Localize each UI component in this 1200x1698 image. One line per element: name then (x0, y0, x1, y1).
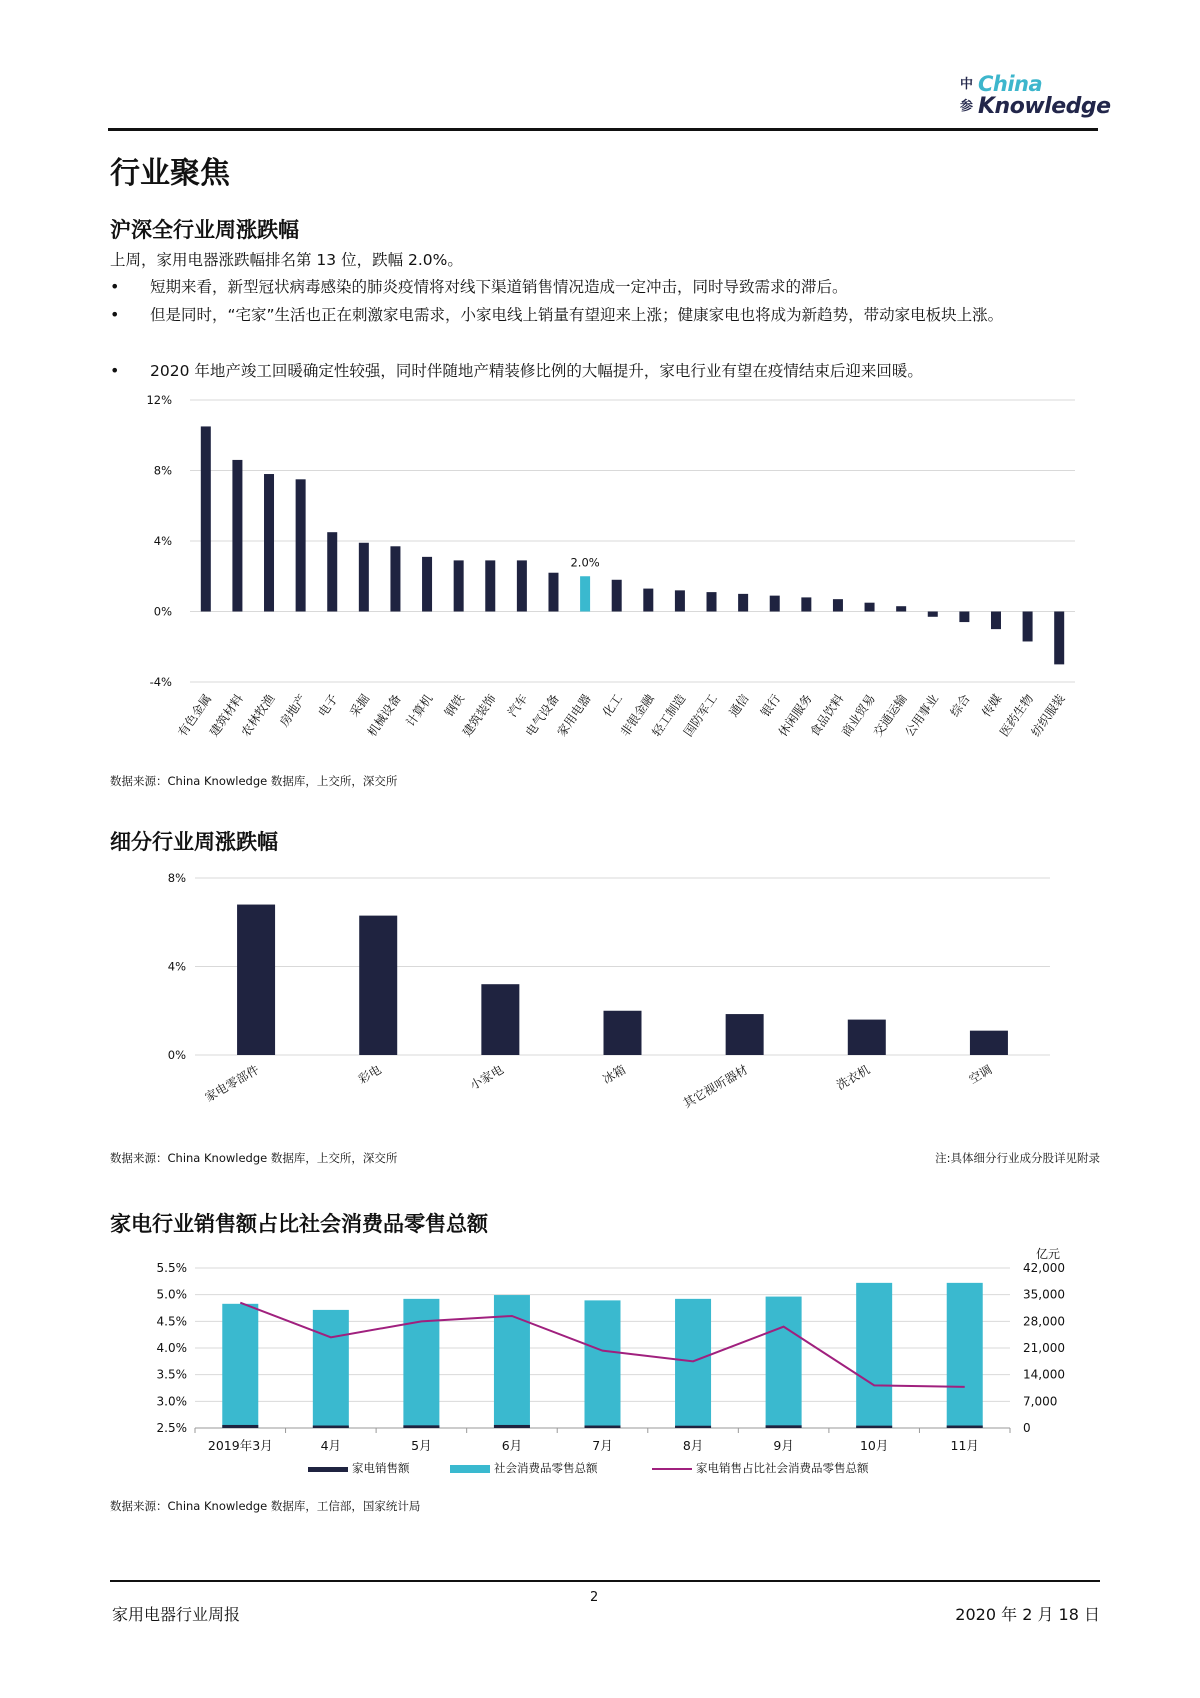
bullet-text: 2020 年地产竣工回暖确定性较强，同时伴随地产精装修比例的大幅提升，家电行业有望在疫情结束后迎来回暖。 (150, 362, 923, 380)
x-tick-label: 食品饮料 (807, 691, 847, 740)
bar (801, 597, 811, 611)
section3-title: 家电行业销售额占比社会消费品零售总额 (110, 1212, 488, 1236)
bullet-dot: • (110, 361, 120, 380)
x-tick-label: 建筑装饰 (459, 691, 499, 740)
right-y-tick-label: 0 (1023, 1421, 1031, 1435)
legend-swatch-retail (450, 1465, 490, 1473)
right-y-tick-label: 7,000 (1023, 1394, 1058, 1409)
x-tick-label: 8月 (682, 1438, 704, 1453)
sales-bar (313, 1426, 349, 1428)
sales-bar (675, 1426, 711, 1428)
legend-label-sales: 家电销售额 (352, 1461, 410, 1475)
y-tick-label: 8% (153, 463, 172, 478)
logo-chinese-mark: 中参 (960, 77, 974, 114)
y-tick-label: -4% (149, 675, 172, 689)
section1-title: 沪深全行业周涨跌幅 (110, 218, 299, 242)
bar (454, 560, 464, 611)
right-axis-unit: 亿元 (1036, 1247, 1061, 1261)
left-y-tick-label: 4.0% (156, 1341, 187, 1355)
legend-swatch-sales (308, 1467, 348, 1472)
x-tick-label: 轻工制造 (649, 691, 689, 740)
y-tick-label: 0% (153, 604, 172, 619)
x-tick-label: 建筑材料 (206, 691, 246, 740)
bar (865, 603, 875, 612)
x-tick-label: 7月 (592, 1438, 613, 1453)
left-y-tick-label: 5.0% (156, 1287, 187, 1302)
x-tick-label: 彩电 (355, 1062, 384, 1087)
bullet-dot: • (110, 305, 120, 324)
bar (1023, 612, 1033, 642)
bar (991, 612, 1001, 630)
x-tick-label: 有色金属 (175, 691, 215, 740)
section1-intro: 上周，家用电器涨跌幅排名第 13 位，跌幅 2.0%。 (110, 251, 463, 269)
right-y-tick-label: 28,000 (1023, 1314, 1065, 1329)
x-tick-label: 11月 (950, 1438, 979, 1453)
bar (237, 905, 275, 1055)
x-tick-label: 9月 (773, 1438, 794, 1453)
x-tick-label: 其它视听器材 (680, 1062, 751, 1111)
section2-source: 数据来源：China Knowledge 数据库，上交所，深交所 (110, 1151, 398, 1165)
bar (1054, 612, 1064, 665)
y-tick-label: 8% (167, 871, 186, 885)
sales-bar (403, 1425, 439, 1428)
x-tick-label: 通信 (726, 691, 752, 720)
left-y-tick-label: 5.5% (156, 1261, 187, 1275)
page-number: 2 (590, 1590, 599, 1605)
bar (296, 479, 306, 611)
x-tick-label: 计算机 (403, 691, 436, 730)
bar (848, 1020, 886, 1055)
x-tick-label: 家用电器 (554, 691, 594, 740)
left-y-tick-label: 3.0% (156, 1394, 187, 1409)
bar (643, 589, 653, 612)
bar (612, 580, 622, 612)
sales-bar (856, 1426, 892, 1428)
x-tick-label: 4月 (320, 1438, 342, 1453)
bar (896, 606, 906, 611)
x-tick-label: 房地产 (276, 691, 310, 730)
x-tick-label: 小家电 (467, 1062, 506, 1093)
footer-report-name: 家用电器行业周报 (112, 1605, 241, 1624)
logo-text-knowledge: Knowledge (978, 94, 1111, 119)
retail-bar (856, 1283, 892, 1428)
bar (970, 1031, 1008, 1055)
right-y-tick-label: 42,000 (1023, 1261, 1065, 1275)
bar (327, 532, 337, 611)
y-tick-label: 12% (146, 393, 172, 407)
x-tick-label: 采掘 (347, 691, 373, 720)
x-tick-label: 汽车 (505, 691, 531, 720)
bar (770, 596, 780, 612)
section2-note: 注:具体细分行业成分股详见附录 (935, 1151, 1100, 1165)
x-tick-label: 电子 (315, 691, 341, 720)
sales-bar (494, 1425, 530, 1428)
retail-bar (766, 1297, 802, 1428)
sales-bar (222, 1425, 258, 1428)
bar (422, 557, 432, 612)
right-y-tick-label: 35,000 (1023, 1287, 1065, 1302)
bar (738, 594, 748, 612)
left-y-tick-label: 3.5% (156, 1367, 187, 1382)
x-tick-label: 家电零部件 (202, 1062, 262, 1105)
bar (485, 560, 495, 611)
x-tick-label: 钢铁 (441, 691, 468, 720)
bar (481, 984, 519, 1055)
x-tick-label: 电气设备 (522, 691, 562, 740)
footer-rule (110, 1580, 1100, 1582)
y-tick-label: 0% (167, 1048, 186, 1062)
bar (726, 1014, 764, 1055)
section3-source: 数据来源：China Knowledge 数据库，工信部，国家统计局 (110, 1499, 421, 1513)
legend-label-share: 家电销售占比社会消费品零售总额 (696, 1461, 869, 1475)
x-tick-label: 传媒 (979, 691, 1005, 720)
x-tick-label: 银行 (757, 691, 784, 720)
x-tick-label: 休闲服务 (775, 691, 815, 740)
bar (264, 474, 274, 611)
bar (675, 590, 685, 611)
bullet-dot: • (110, 277, 120, 296)
x-tick-label: 5月 (411, 1438, 432, 1453)
bar (928, 612, 938, 617)
page-heading: 行业聚焦 (110, 156, 230, 191)
x-tick-label: 2019年3月 (207, 1438, 273, 1453)
sales-bar (766, 1425, 802, 1428)
left-y-tick-label: 2.5% (156, 1421, 187, 1435)
right-y-tick-label: 14,000 (1023, 1367, 1065, 1382)
x-tick-label: 10月 (859, 1438, 889, 1453)
retail-bar (313, 1310, 349, 1428)
bar (959, 612, 969, 623)
section1-source: 数据来源：China Knowledge 数据库，上交所，深交所 (110, 774, 398, 788)
bar (517, 560, 527, 611)
bullet-text: 但是同时，“宅家”生活也正在刺激家电需求，小家电线上销量有望迎来上涨；健康家电也将成为新趋势，带动家电板块上涨。 (150, 306, 1004, 324)
bar (359, 543, 369, 612)
section2-title: 细分行业周涨跌幅 (110, 830, 278, 854)
x-tick-label: 冰箱 (600, 1062, 628, 1087)
sales-bar (585, 1426, 621, 1428)
x-tick-label: 农林牧渔 (238, 691, 278, 740)
data-label: 2.0% (570, 555, 600, 570)
bar (390, 546, 400, 611)
bar (707, 592, 717, 611)
retail-bar (494, 1295, 530, 1428)
bullet-text: 短期来看，新型冠状病毒感染的肺炎疫情将对线下渠道销售情况造成一定冲击，同时导致需求的滞后。 (150, 278, 848, 296)
x-tick-label: 国防军工 (680, 691, 720, 740)
retail-bar (585, 1300, 621, 1428)
retail-bar (675, 1299, 711, 1428)
x-tick-label: 商业贸易 (839, 691, 879, 740)
x-tick-label: 纺织服装 (1028, 691, 1068, 740)
right-y-tick-label: 21,000 (1023, 1341, 1065, 1355)
x-tick-label: 洗衣机 (834, 1062, 873, 1093)
x-tick-label: 综合 (947, 691, 973, 720)
bar (232, 460, 242, 612)
logo-text-china: China (978, 72, 1043, 96)
x-tick-label: 公用事业 (902, 691, 942, 740)
y-tick-label: 4% (153, 534, 172, 548)
legend-label-retail: 社会消费品零售总额 (494, 1461, 598, 1475)
x-tick-label: 医药生物 (997, 691, 1037, 740)
bar (548, 573, 558, 612)
bar (833, 599, 843, 611)
x-tick-label: 化工 (599, 691, 626, 720)
bar (359, 916, 397, 1055)
x-tick-label: 6月 (501, 1438, 523, 1453)
footer-date: 2020 年 2 月 18 日 (955, 1605, 1100, 1624)
sales-bar (947, 1426, 983, 1428)
y-tick-label: 4% (167, 959, 186, 974)
retail-bar (403, 1299, 439, 1428)
x-tick-label: 非银金融 (617, 691, 657, 740)
retail-bar (947, 1283, 983, 1428)
x-tick-label: 交通运输 (870, 691, 910, 740)
bar (580, 576, 590, 611)
x-tick-label: 空调 (966, 1062, 995, 1087)
bar (201, 426, 211, 611)
bar (604, 1011, 642, 1055)
retail-bar (222, 1304, 258, 1428)
x-tick-label: 机械设备 (364, 691, 404, 740)
left-y-tick-label: 4.5% (156, 1314, 187, 1329)
